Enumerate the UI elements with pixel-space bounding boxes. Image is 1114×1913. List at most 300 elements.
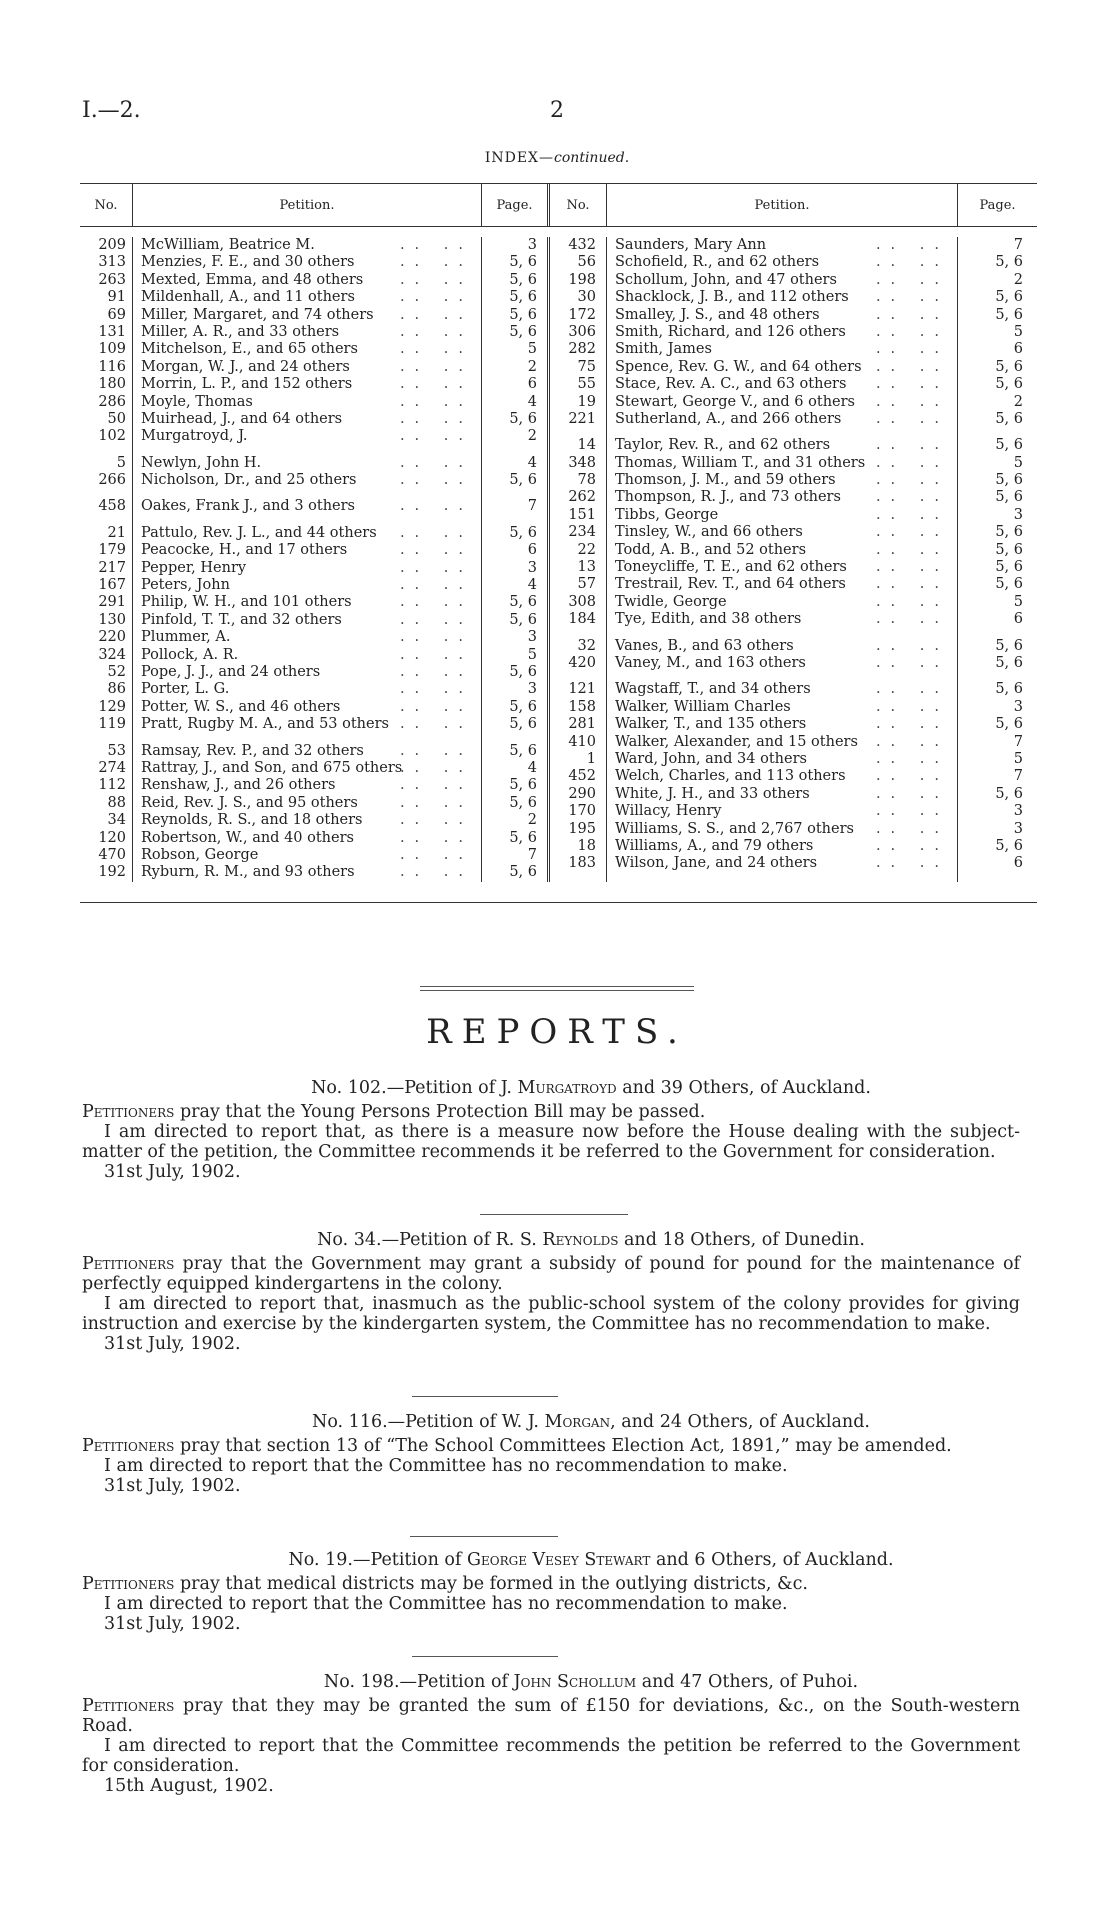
index-entry-name: Morgan, W. J., and 24 others .. .. (141, 358, 473, 375)
leader-dots: .. .. (399, 812, 473, 829)
index-entry-name: McWilliam, Beatrice M. .. .. (141, 237, 473, 253)
index-entry-page: 3 (1013, 820, 1023, 837)
index-entry-number: 348 (568, 454, 596, 471)
index-entry-name: Pinfold, T. T., and 32 others .. .. (141, 611, 473, 628)
index-entry-name: Thomson, J. M., and 59 others .. .. (615, 472, 949, 489)
index-entry-name: Spence, Rev. G. W., and 64 others .. .. (615, 358, 949, 375)
index-entry-number: 13 (577, 559, 596, 576)
report-finding: I am directed to report that the Committee has no recommendation to make. (104, 1594, 788, 1614)
index-entry-number: 313 (98, 254, 126, 271)
leader-dots: .. .. (875, 506, 949, 523)
index-entry-page: 4 (527, 577, 537, 594)
col-header-page-2: Page. (957, 184, 1037, 226)
index-entry-name: Mildenhall, A., and 11 others .. .. (141, 289, 473, 306)
index-entry-page: 7 (527, 498, 537, 515)
index-entry-name: Reid, Rev. J. S., and 95 others .. .. (141, 794, 473, 811)
index-caption (0, 150, 1114, 166)
index-entry-page: 3 (527, 237, 537, 253)
section-divider (420, 986, 694, 991)
index-entry-page: 6 (1013, 855, 1023, 872)
index-entry-number: 432 (568, 237, 596, 253)
leader-dots: .. .. (875, 855, 949, 872)
index-entry-name: Ryburn, R. M., and 93 others .. .. (141, 864, 473, 881)
index-entry-number: 172 (568, 306, 596, 323)
leader-dots: .. .. (875, 785, 949, 802)
index-entry-number: 281 (568, 716, 596, 733)
index-entry-number: 75 (577, 358, 596, 375)
index-entry-name: Stewart, George V., and 6 others .. .. (615, 393, 949, 410)
index-entry-page: 5, 6 (509, 410, 537, 427)
index-entry-number: 19 (577, 393, 596, 410)
index-entry-page: 5, 6 (995, 559, 1023, 576)
index-entry-name: Sutherland, A., and 266 others .. .. (615, 410, 949, 427)
index-entry-page: 5, 6 (995, 716, 1023, 733)
leader-dots: .. .. (875, 454, 949, 471)
index-entry-name: Ramsay, Rev. P., and 32 others .. .. (141, 742, 473, 759)
index-entry-page: 2 (1013, 271, 1023, 288)
index-entry-page: 5, 6 (509, 716, 537, 733)
index-entry-page: 5, 6 (509, 864, 537, 881)
index-entry-page: 5, 6 (995, 837, 1023, 854)
index-entry-name: Mexted, Emma, and 48 others .. .. (141, 271, 473, 288)
index-entry-name: Newlyn, John H. .. .. (141, 454, 473, 471)
index-entry-page: 5, 6 (995, 637, 1023, 654)
index-entry-page: 5, 6 (995, 524, 1023, 541)
index-entry-number: 53 (107, 742, 126, 759)
leader-dots: .. .. (875, 576, 949, 593)
leader-dots: .. .. (875, 541, 949, 558)
index-entry-number: 306 (568, 323, 596, 340)
leader-dots: .. .. (399, 716, 473, 733)
index-entry-page: 5, 6 (509, 306, 537, 323)
index-entry-name: Muirhead, J., and 64 others .. .. (141, 410, 473, 427)
leader-dots: .. .. (399, 742, 473, 759)
leader-dots: .. .. (399, 777, 473, 794)
index-entry-number: 167 (98, 577, 126, 594)
index-entry-page: 5, 6 (995, 410, 1023, 427)
report-divider (410, 1536, 558, 1537)
index-entry-number: 131 (98, 323, 126, 340)
index-entry-number: 32 (577, 637, 596, 654)
index-entry-name: Reynolds, R. S., and 18 others .. .. (141, 812, 473, 829)
index-entry-name: Thomas, William T., and 31 others .. .. (615, 454, 949, 471)
leader-dots: .. .. (875, 376, 949, 393)
index-entry-name: Twidle, George .. .. (615, 593, 949, 610)
index-entry-page: 5, 6 (995, 376, 1023, 393)
leader-dots: .. .. (399, 542, 473, 559)
index-entry-number: 198 (568, 271, 596, 288)
index-entry-name: Rattray, J., and Son, and 675 others .. .. (141, 759, 473, 776)
leader-dots: .. .. (399, 454, 473, 471)
col-header-page: Page. (481, 184, 547, 226)
index-entry-page: 3 (1013, 803, 1023, 820)
index-entry-number: 308 (568, 593, 596, 610)
page-number: 2 (550, 98, 564, 123)
index-entry-number: 158 (568, 698, 596, 715)
index-entry-number: 5 (116, 454, 126, 471)
index-entry-name: Smalley, J. S., and 48 others .. .. (615, 306, 949, 323)
index-entry-number: 129 (98, 698, 126, 715)
index-entry-page: 2 (1013, 393, 1023, 410)
index-entry-page: 5, 6 (995, 576, 1023, 593)
index-entry-page: 5, 6 (995, 289, 1023, 306)
index-entry-name: Willacy, Henry .. .. (615, 803, 949, 820)
leader-dots: .. .. (399, 254, 473, 271)
index-entry-page: 6 (1013, 341, 1023, 358)
report-date: 31st July, 1902. (104, 1614, 241, 1634)
leader-dots: .. .. (875, 271, 949, 288)
report-34 (82, 1230, 1020, 1354)
report-title: No. 34.—Petition of R. S. Reynolds and 18 Others, of Dunedin. (317, 1230, 865, 1250)
index-entry-number: 274 (98, 759, 126, 776)
index-entry-page: 6 (1013, 611, 1023, 628)
report-title: No. 116.—Petition of W. J. Morgan, and 24 Others, of Auckland. (312, 1412, 870, 1432)
leader-dots: .. .. (399, 577, 473, 594)
leader-dots: .. .. (875, 681, 949, 698)
leader-dots: .. .. (399, 289, 473, 306)
index-entry-number: 217 (98, 559, 126, 576)
leader-dots: .. .. (875, 472, 949, 489)
leader-dots: .. .. (399, 846, 473, 863)
index-table-body (80, 227, 1037, 902)
report-date: 31st July, 1902. (104, 1334, 241, 1354)
report-title: No. 19.—Petition of George Vesey Stewart and 6 Others, of Auckland. (288, 1550, 894, 1570)
index-entry-name: Stace, Rev. A. C., and 63 others .. .. (615, 376, 949, 393)
index-entry-name: Murgatroyd, J. .. .. (141, 428, 473, 445)
index-entry-name: Saunders, Mary Ann .. .. (615, 237, 949, 253)
right-petition-column (606, 237, 957, 882)
index-entry-page: 5, 6 (995, 358, 1023, 375)
index-entry-page: 5, 6 (509, 594, 537, 611)
report-finding: I am directed to report that, inasmuch as the public-school system of the colony provides for giving instruction and exercise by the kindergarten system, the Committee has no recommendation to make. (82, 1294, 1020, 1334)
report-finding: I am directed to report that the Committee has no recommendation to make. (104, 1456, 788, 1476)
index-entry-number: 234 (568, 524, 596, 541)
index-entry-page: 5, 6 (995, 681, 1023, 698)
index-caption-title: INDEX— (484, 150, 555, 166)
index-entry-name: Trestrail, Rev. T., and 64 others .. .. (615, 576, 949, 593)
index-entry-number: 88 (107, 794, 126, 811)
leader-dots: .. .. (399, 376, 473, 393)
index-entry-number: 195 (568, 820, 596, 837)
index-entry-number: 220 (98, 629, 126, 646)
index-entry-name: Toneycliffe, T. E., and 62 others .. .. (615, 559, 949, 576)
reports-heading: REPORTS. (426, 1012, 688, 1052)
col-header-petition: Petition. (132, 184, 481, 226)
index-entry-number: 56 (577, 254, 596, 271)
index-entry-number: 324 (98, 646, 126, 663)
index-entry-name: Robson, George .. .. (141, 846, 473, 863)
leader-dots: .. .. (875, 254, 949, 271)
index-entry-page: 5, 6 (995, 541, 1023, 558)
right-no-column (547, 237, 606, 882)
leader-dots: .. .. (875, 733, 949, 750)
index-entry-page: 5 (527, 341, 537, 358)
leader-dots: .. .. (875, 611, 949, 628)
leader-dots: .. .. (875, 820, 949, 837)
leader-dots: .. .. (399, 759, 473, 776)
index-caption-continued: continued. (554, 150, 630, 166)
index-entry-name: Pope, J. J., and 24 others .. .. (141, 663, 473, 680)
leader-dots: .. .. (875, 698, 949, 715)
index-entry-page: 5, 6 (509, 698, 537, 715)
index-entry-page: 4 (527, 393, 537, 410)
index-entry-number: 262 (568, 489, 596, 506)
index-entry-page: 7 (1013, 733, 1023, 750)
index-entry-page: 3 (527, 681, 537, 698)
leader-dots: .. .. (875, 306, 949, 323)
leader-dots: .. .. (875, 637, 949, 654)
leader-dots: .. .. (875, 559, 949, 576)
leader-dots: .. .. (399, 410, 473, 427)
leader-dots: .. .. (875, 437, 949, 454)
index-entry-number: 22 (577, 541, 596, 558)
leader-dots: .. .. (399, 237, 473, 253)
index-entry-name: Walker, William Charles .. .. (615, 698, 949, 715)
leader-dots: .. .. (875, 837, 949, 854)
index-entry-number: 180 (98, 376, 126, 393)
index-entry-name: Pratt, Rugby M. A., and 53 others .. .. (141, 716, 473, 733)
index-entry-name: Tye, Edith, and 38 others .. .. (615, 611, 949, 628)
index-entry-number: 452 (568, 768, 596, 785)
index-entry-page: 2 (527, 812, 537, 829)
index-entry-page: 5, 6 (509, 524, 537, 541)
index-entry-number: 130 (98, 611, 126, 628)
index-entry-name: Wagstaff, T., and 34 others .. .. (615, 681, 949, 698)
index-entry-name: Schofield, R., and 62 others .. .. (615, 254, 949, 271)
index-entry-page: 5, 6 (995, 472, 1023, 489)
index-entry-name: Vaney, M., and 163 others .. .. (615, 654, 949, 671)
report-date: 31st July, 1902. (104, 1476, 241, 1496)
index-entry-page: 5, 6 (509, 663, 537, 680)
leader-dots: .. .. (399, 559, 473, 576)
right-page-column (957, 237, 1037, 882)
index-table-header (80, 184, 1037, 227)
index-entry-number: 282 (568, 341, 596, 358)
index-entry-name: Wilson, Jane, and 24 others .. .. (615, 855, 949, 872)
leader-dots: .. .. (875, 237, 949, 253)
report-divider (480, 1214, 628, 1215)
index-entry-number: 57 (577, 576, 596, 593)
index-entry-number: 221 (568, 410, 596, 427)
index-entry-number: 170 (568, 803, 596, 820)
leader-dots: .. .. (399, 393, 473, 410)
leader-dots: .. .. (399, 611, 473, 628)
index-entry-page: 5 (1013, 323, 1023, 340)
index-entry-number: 266 (98, 472, 126, 489)
index-entry-number: 410 (568, 733, 596, 750)
index-entry-number: 291 (98, 594, 126, 611)
index-entry-page: 5 (527, 646, 537, 663)
index-entry-number: 286 (98, 393, 126, 410)
leader-dots: .. .. (875, 654, 949, 671)
index-entry-name: Miller, Margaret, and 74 others .. .. (141, 306, 473, 323)
index-entry-page: 5, 6 (509, 271, 537, 288)
leader-dots: .. .. (875, 489, 949, 506)
index-entry-page: 2 (527, 358, 537, 375)
index-entry-page: 5 (1013, 593, 1023, 610)
index-entry-number: 209 (98, 237, 126, 253)
index-entry-name: Oakes, Frank J., and 3 others .. .. (141, 498, 473, 515)
left-petition-column (132, 237, 481, 882)
index-entry-name: Porter, L. G. .. .. (141, 681, 473, 698)
index-entry-number: 112 (98, 777, 126, 794)
index-entry-name: Robertson, W., and 40 others .. .. (141, 829, 473, 846)
leader-dots: .. .. (399, 472, 473, 489)
index-entry-name: Schollum, John, and 47 others .. .. (615, 271, 949, 288)
index-entry-name: Philip, W. H., and 101 others .. .. (141, 594, 473, 611)
index-entry-page: 5, 6 (509, 323, 537, 340)
index-entry-number: 14 (577, 437, 596, 454)
index-entry-number: 91 (107, 289, 126, 306)
left-no-column (80, 237, 132, 882)
index-entry-page: 5, 6 (509, 611, 537, 628)
report-divider (412, 1396, 558, 1397)
leader-dots: .. .. (399, 323, 473, 340)
index-entry-number: 290 (568, 785, 596, 802)
index-entry-page: 5, 6 (995, 437, 1023, 454)
leader-dots: .. .. (399, 524, 473, 541)
report-198 (82, 1672, 1020, 1796)
index-entry-page: 4 (527, 454, 537, 471)
leader-dots: .. .. (399, 829, 473, 846)
index-entry-page: 5, 6 (509, 794, 537, 811)
index-entry-page: 5, 6 (509, 254, 537, 271)
index-entry-name: Williams, S. S., and 2,767 others .. .. (615, 820, 949, 837)
index-table (80, 183, 1037, 903)
index-entry-number: 52 (107, 663, 126, 680)
report-116 (82, 1412, 1020, 1496)
leader-dots: .. .. (875, 750, 949, 767)
report-date: 15th August, 1902. (104, 1776, 274, 1796)
index-entry-page: 7 (1013, 768, 1023, 785)
report-prayer: Petitioners pray that medical districts may be formed in the outlying districts, &c. (82, 1574, 808, 1594)
leader-dots: .. .. (875, 358, 949, 375)
index-entry-name: Williams, A., and 79 others .. .. (615, 837, 949, 854)
index-entry-number: 119 (98, 716, 126, 733)
index-entry-number: 179 (98, 542, 126, 559)
leader-dots: .. .. (399, 629, 473, 646)
index-entry-page: 5, 6 (509, 829, 537, 846)
index-entry-name: Shacklock, J. B., and 112 others .. .. (615, 289, 949, 306)
index-entry-name: Pepper, Henry .. .. (141, 559, 473, 576)
index-entry-number: 109 (98, 341, 126, 358)
index-entry-number: 120 (98, 829, 126, 846)
index-entry-page: 5, 6 (995, 654, 1023, 671)
report-title: No. 102.—Petition of J. Murgatroyd and 39 Others, of Auckland. (311, 1078, 871, 1098)
index-entry-number: 34 (107, 812, 126, 829)
leader-dots: .. .. (399, 341, 473, 358)
col-header-no-2: No. (547, 184, 606, 226)
index-entry-name: Welch, Charles, and 113 others .. .. (615, 768, 949, 785)
index-entry-page: 3 (1013, 506, 1023, 523)
index-entry-page: 7 (1013, 237, 1023, 253)
index-entry-name: Tinsley, W., and 66 others .. .. (615, 524, 949, 541)
leader-dots: .. .. (399, 794, 473, 811)
index-entry-name: Thompson, R. J., and 73 others .. .. (615, 489, 949, 506)
leader-dots: .. .. (875, 289, 949, 306)
index-entry-name: Peacocke, H., and 17 others .. .. (141, 542, 473, 559)
index-entry-number: 184 (568, 611, 596, 628)
page-header (82, 98, 1032, 138)
index-entry-number: 30 (577, 289, 596, 306)
index-entry-name: Ward, John, and 34 others .. .. (615, 750, 949, 767)
index-entry-page: 4 (527, 759, 537, 776)
leader-dots: .. .. (399, 498, 473, 515)
index-entry-page: 5, 6 (995, 785, 1023, 802)
index-entry-number: 116 (98, 358, 126, 375)
leader-dots: .. .. (875, 803, 949, 820)
report-date: 31st July, 1902. (104, 1162, 241, 1182)
index-entry-name: Renshaw, J., and 26 others .. .. (141, 777, 473, 794)
leader-dots: .. .. (399, 594, 473, 611)
index-entry-page: 7 (527, 846, 537, 863)
index-entry-number: 102 (98, 428, 126, 445)
leader-dots: .. .. (875, 393, 949, 410)
col-header-no: No. (94, 197, 118, 213)
report-finding: I am directed to report that, as there is a measure now before the House dealing with the subject-matter of the petition, the Committee recommends it be referred to the Government for consideration. (82, 1122, 1020, 1162)
leader-dots: .. .. (399, 681, 473, 698)
index-entry-name: Smith, Richard, and 126 others .. .. (615, 323, 949, 340)
report-prayer: Petitioners pray that they may be granted the sum of £150 for deviations, &c., on the South-western Road. (82, 1696, 1020, 1736)
report-divider (412, 1656, 558, 1657)
left-page-column (481, 237, 547, 882)
document-reference: I.—2. (82, 98, 141, 123)
index-entry-name: Taylor, Rev. R., and 62 others .. .. (615, 437, 949, 454)
index-entry-number: 183 (568, 855, 596, 872)
index-entry-name: Walker, T., and 135 others .. .. (615, 716, 949, 733)
index-entry-name: Moyle, Thomas .. .. (141, 393, 473, 410)
index-entry-name: Peters, John .. .. (141, 577, 473, 594)
col-header-petition-2: Petition. (606, 184, 957, 226)
report-title: No. 198.—Petition of John Schollum and 47 Others, of Puhoi. (323, 1672, 859, 1692)
index-entry-name: Morrin, L. P., and 152 others .. .. (141, 376, 473, 393)
index-entry-number: 21 (107, 524, 126, 541)
index-entry-page: 5 (1013, 750, 1023, 767)
index-entry-number: 50 (107, 410, 126, 427)
leader-dots: .. .. (399, 428, 473, 445)
index-entry-page: 5, 6 (509, 472, 537, 489)
index-entry-page: 6 (527, 376, 537, 393)
index-entry-name: Potter, W. S., and 46 others .. .. (141, 698, 473, 715)
report-prayer: Petitioners pray that the Young Persons Protection Bill may be passed. (82, 1102, 706, 1122)
leader-dots: .. .. (399, 306, 473, 323)
report-102 (82, 1078, 1020, 1182)
leader-dots: .. .. (875, 716, 949, 733)
index-entry-page: 5, 6 (509, 289, 537, 306)
leader-dots: .. .. (875, 768, 949, 785)
leader-dots: .. .. (875, 323, 949, 340)
index-entry-name: Plummer, A. .. .. (141, 629, 473, 646)
index-entry-number: 420 (568, 654, 596, 671)
index-entry-name: White, J. H., and 33 others .. .. (615, 785, 949, 802)
index-entry-number: 192 (98, 864, 126, 881)
index-entry-number: 1 (586, 750, 596, 767)
report-finding: I am directed to report that the Committee recommends the petition be referred to the Government for consideration. (82, 1736, 1020, 1776)
leader-dots: .. .. (875, 593, 949, 610)
leader-dots: .. .. (399, 646, 473, 663)
index-entry-name: Smith, James .. .. (615, 341, 949, 358)
index-entry-page: 2 (527, 428, 537, 445)
leader-dots: .. .. (875, 410, 949, 427)
leader-dots: .. .. (875, 341, 949, 358)
index-entry-number: 55 (577, 376, 596, 393)
index-entry-name: Nicholson, Dr., and 25 others .. .. (141, 472, 473, 489)
leader-dots: .. .. (399, 663, 473, 680)
index-entry-number: 263 (98, 271, 126, 288)
index-entry-number: 151 (568, 506, 596, 523)
index-entry-name: Mitchelson, E., and 65 others .. .. (141, 341, 473, 358)
index-entry-page: 5, 6 (995, 254, 1023, 271)
